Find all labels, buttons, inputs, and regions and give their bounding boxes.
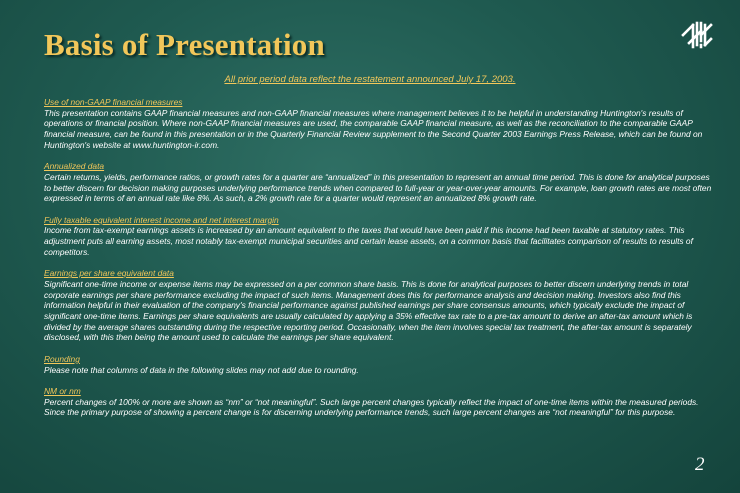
section-heading: Annualized data (44, 161, 105, 172)
section-fte (44, 215, 712, 258)
section-annualized (44, 161, 712, 204)
section-heading: Use of non-GAAP financial measures (44, 97, 183, 107)
section-body: Significant one-time income or expense items may be expressed on a per common share basis. This is done for analytical purposes to better discern underlying trends in total corporate earnings per share performance excluding the impact of such items. Management does this for performance analysis and decision making. Investors also find this information helpful in their evaluation of the company's financial performance against published earnings per share consensus amounts, which typically exclude the impact of significant one-time items. Earnings per share equivalents are usually calculated by applying a 35% effective tax rate to a pre-tax amount to derive an after-tax amount which is divided by the average shares outstanding during the respective reporting period. Occasionally, when the item involves special tax treatment, the after-tax amount is separately disclosed, with this then being the amount used to calculate the earnings per share equivalent. (44, 278, 693, 343)
section-heading: NM or nm (44, 385, 81, 396)
section-body: Percent changes of 100% or more are shown as “nm” or “not meaningful”. Such large percent changes typically reflect the impact of one-time items within the measured periods. Since the primary purpose of showing a percent change is for discerning underlying performance trends, such large percent changes are “not meaningful” for this purpose. (44, 396, 699, 418)
section-eps (44, 268, 712, 343)
section-nm (44, 386, 712, 418)
section-non-gaap (44, 97, 712, 151)
section-body: This presentation contains GAAP financial measures and non-GAAP financial measures where management believes it to be helpful in understanding Huntington's results of operations or financial position. Where non-GAAP financial measures are used, the comparable GAAP financial measure, as well as the reconciliation to the comparable GAAP financial measure, can be found in this presentation or in the Quarterly Financial Review supplement to the Second Quarter 2003 Earnings Press Release, which can be found on Huntington's website at www.huntington-ir.com. (44, 107, 703, 150)
section-heading: Earnings per share equivalent data (44, 268, 174, 279)
section-heading: Rounding (44, 353, 80, 364)
restatement-note: All prior period data reflect the restatement announced July 17, 2003. (224, 74, 516, 85)
section-body: Income from tax-exempt earnings assets is increased by an amount equivalent to the taxes that would have been paid if this income had been taxable at statutory rates. This adjustment puts all earning assets, most notably tax-exempt municipal securities and certain lease assets, on a common basis that facilitates comparison of results to results of competitors. (44, 225, 693, 257)
page-number: 2 (695, 454, 705, 475)
section-body: Please note that columns of data in the following slides may not add due to rounding. (44, 364, 359, 375)
section-rounding (44, 354, 712, 375)
huntington-logo-icon (679, 17, 715, 53)
page-title: Basis of Presentation (44, 27, 325, 62)
content-body (44, 97, 712, 429)
section-body: Certain returns, yields, performance ratios, or growth rates for a quarter are “annualized” in this presentation to represent an annual time period. This is done for analytical purposes to better discern for decision making purposes underlying performance trends when compared to full-year or year-over-year amounts. For example, loan growth rates are most often expressed in terms of an annual rate like 8%. As such, a 2% growth rate for a quarter would represent an annualized 8% growth rate. (44, 171, 712, 204)
section-heading: Fully taxable equivalent interest income and net interest margin (44, 214, 279, 225)
